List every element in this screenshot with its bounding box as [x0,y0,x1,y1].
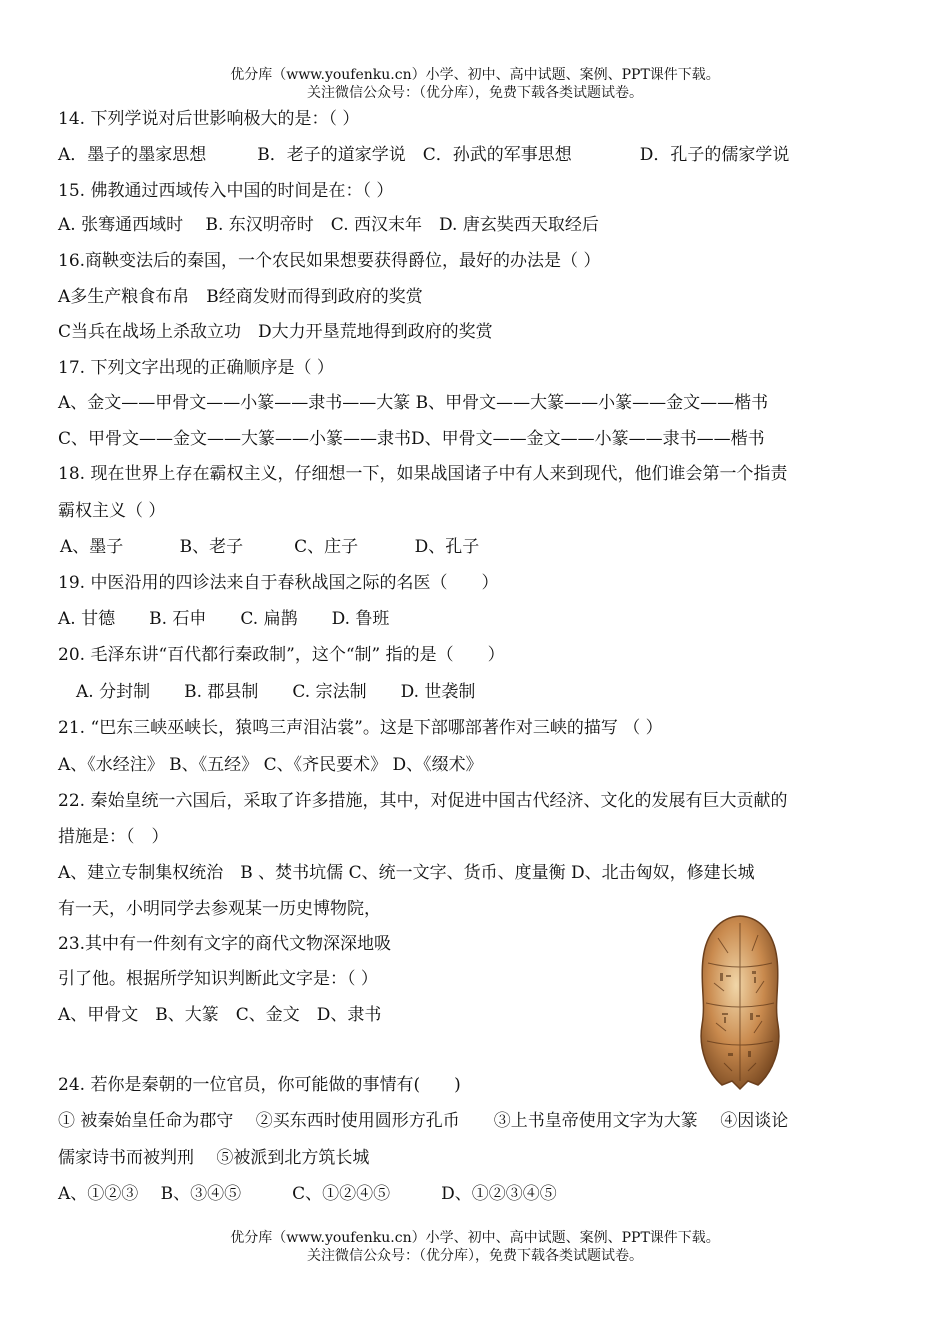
q18-stem-cont: 霸权主义（ ） [58,501,166,521]
q23-stem: 23.其中有一件刻有文字的商代文物深深地吸 [58,934,392,954]
q18-stem: 18. 现在世界上存在霸权主义，仔细想一下，如果战国诸子中有人来到现代，他们谁会第一个指责 [58,464,788,484]
q20-stem: 20. 毛泽东讲“百代都行秦政制”，这个“制” 指的是（ ） [58,645,505,665]
q23-stem-cont: 引了他。根据所学知识判断此文字是：（ ） [58,969,378,989]
q21-options: A、《水经注》 B、《五经》 C、《齐民要术》 D、《缀术》 [58,755,483,775]
q23-intro: 有一天，小明同学去参观某一历史博物院， [58,899,381,919]
q14-stem: 14. 下列学说对后世影响极大的是：（ ） [58,109,360,129]
q24-items-1: ① 被秦始皇任命为郡守 ②买东西时使用圆形方孔币 ③上书皇帝使用文字为大篆 ④因谈论 [58,1111,789,1131]
q17-stem: 17. 下列文字出现的正确顺序是（ ） [58,358,334,378]
footer-line-2: 关注微信公众号：（优分库），免费下载各类试题试卷。 [307,1248,643,1264]
header-line-2: 关注微信公众号：（优分库），免费下载各类试题试卷。 [307,85,643,101]
q24-options: A、①②③ B、③④⑤ C、①②④⑤ D、①②③④⑤ [58,1184,557,1204]
q19-options: A. 甘德 B. 石申 C. 扁鹊 D. 鲁班 [58,609,390,629]
q17-options-cd: C、甲骨文——金文——大篆——小篆——隶书D、甲骨文——金文——小篆——隶书——楷书 [58,429,765,449]
q22-options: A、建立专制集权统治 B 、焚书坑儒 C、统一文字、货币、度量衡 D、北击匈奴，修建长城 [58,863,755,883]
header-line-1: 优分库（www.youfenku.cn）小学、初中、高中试题、案例、PPT课件下载。 [230,67,720,83]
q16-options-cd: C当兵在战场上杀敌立功 D大力开垦荒地得到政府的奖赏 [58,322,493,342]
q15-options: A. 张骞通西域时 B. 东汉明帝时 C. 西汉末年 D. 唐玄奘西天取经后 [58,215,599,235]
oracle-bone-shell-image [698,913,782,1091]
q20-options: A. 分封制 B. 郡县制 C. 宗法制 D. 世袭制 [76,682,476,702]
q14-options: A．墨子的墨家思想 B．老子的道家学说 C．孙武的军事思想 D．孔子的儒家学说 [58,145,790,165]
q15-stem: 15. 佛教通过西域传入中国的时间是在：（ ） [58,181,394,201]
q22-stem: 22. 秦始皇统一六国后，采取了许多措施，其中，对促进中国古代经济、文化的发展有巨大贡献的 [58,791,788,811]
q21-stem: 21. “巴东三峡巫峡长，猿鸣三声泪沾裳”。这是下部哪部著作对三峡的描写 （ ） [58,718,663,738]
q18-options: A、墨子 B、老子 C、庄子 D、孔子 [60,537,480,557]
footer-line-1: 优分库（www.youfenku.cn）小学、初中、高中试题、案例、PPT课件下载。 [230,1230,720,1246]
q24-items-2: 儒家诗书而被判刑 ⑤被派到北方筑长城 [58,1148,370,1168]
q24-stem: 24. 若你是秦朝的一位官员，你可能做的事情有( ) [58,1075,461,1095]
q22-stem-cont: 措施是：（ ） [58,827,169,847]
q16-options-ab: A多生产粮食布帛 B经商发财而得到政府的奖赏 [58,287,423,307]
q23-options: A、甲骨文 B、大篆 C、金文 D、隶书 [58,1005,382,1025]
q17-options-ab: A、金文——甲骨文——小篆——隶书——大篆 B、甲骨文——大篆——小篆——金文——楷书 [58,393,769,413]
q19-stem: 19. 中医沿用的四诊法来自于春秋战国之际的名医（ ） [58,573,499,593]
q16-stem: 16.商鞅变法后的秦国，一个农民如果想要获得爵位，最好的办法是（ ） [58,251,601,271]
